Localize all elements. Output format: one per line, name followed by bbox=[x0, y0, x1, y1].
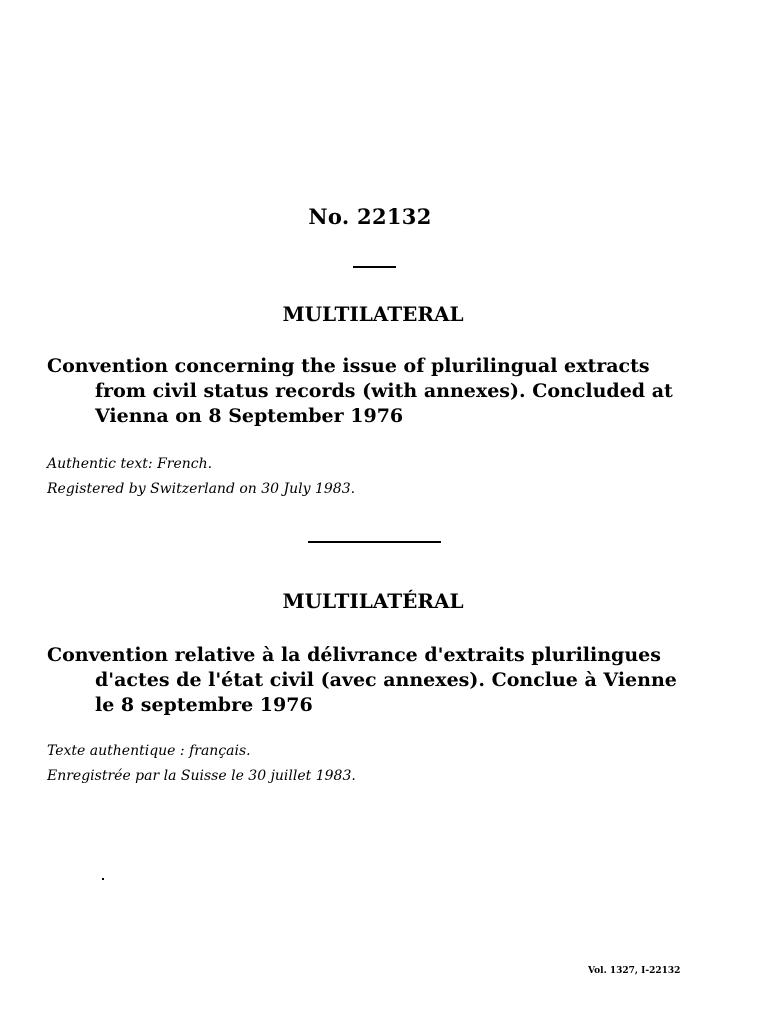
section-divider bbox=[308, 541, 441, 543]
french-convention-title bbox=[47, 643, 707, 718]
french-title-line: Convention relative à la délivrance d'extraits plurilingues bbox=[47, 644, 661, 666]
english-title-line: from civil status records (with annexes). Concluded at bbox=[95, 380, 673, 402]
french-section-heading: MULTILATÉRAL bbox=[282, 589, 464, 613]
scan-speck bbox=[102, 878, 104, 880]
french-authentic-text: Texte authentique : français. bbox=[47, 743, 251, 759]
english-convention-title bbox=[47, 354, 707, 429]
english-title-line: Convention concerning the issue of plurilingual extracts bbox=[47, 355, 650, 377]
english-section-heading: MULTILATERAL bbox=[282, 302, 464, 326]
page-reference: Vol. 1327, I-22132 bbox=[588, 966, 681, 976]
english-registration: Registered by Switzerland on 30 July 1983. bbox=[47, 481, 356, 497]
french-registration: Enregistrée par la Suisse le 30 juillet 1983. bbox=[47, 768, 356, 784]
short-divider bbox=[353, 266, 396, 268]
french-title-line: d'actes de l'état civil (avec annexes). Conclue à Vienne bbox=[95, 669, 677, 691]
french-title-line: le 8 septembre 1976 bbox=[95, 694, 313, 716]
english-authentic-text: Authentic text: French. bbox=[47, 456, 213, 472]
document-number: No. 22132 bbox=[308, 204, 432, 229]
english-title-line: Vienna on 8 September 1976 bbox=[95, 405, 404, 427]
